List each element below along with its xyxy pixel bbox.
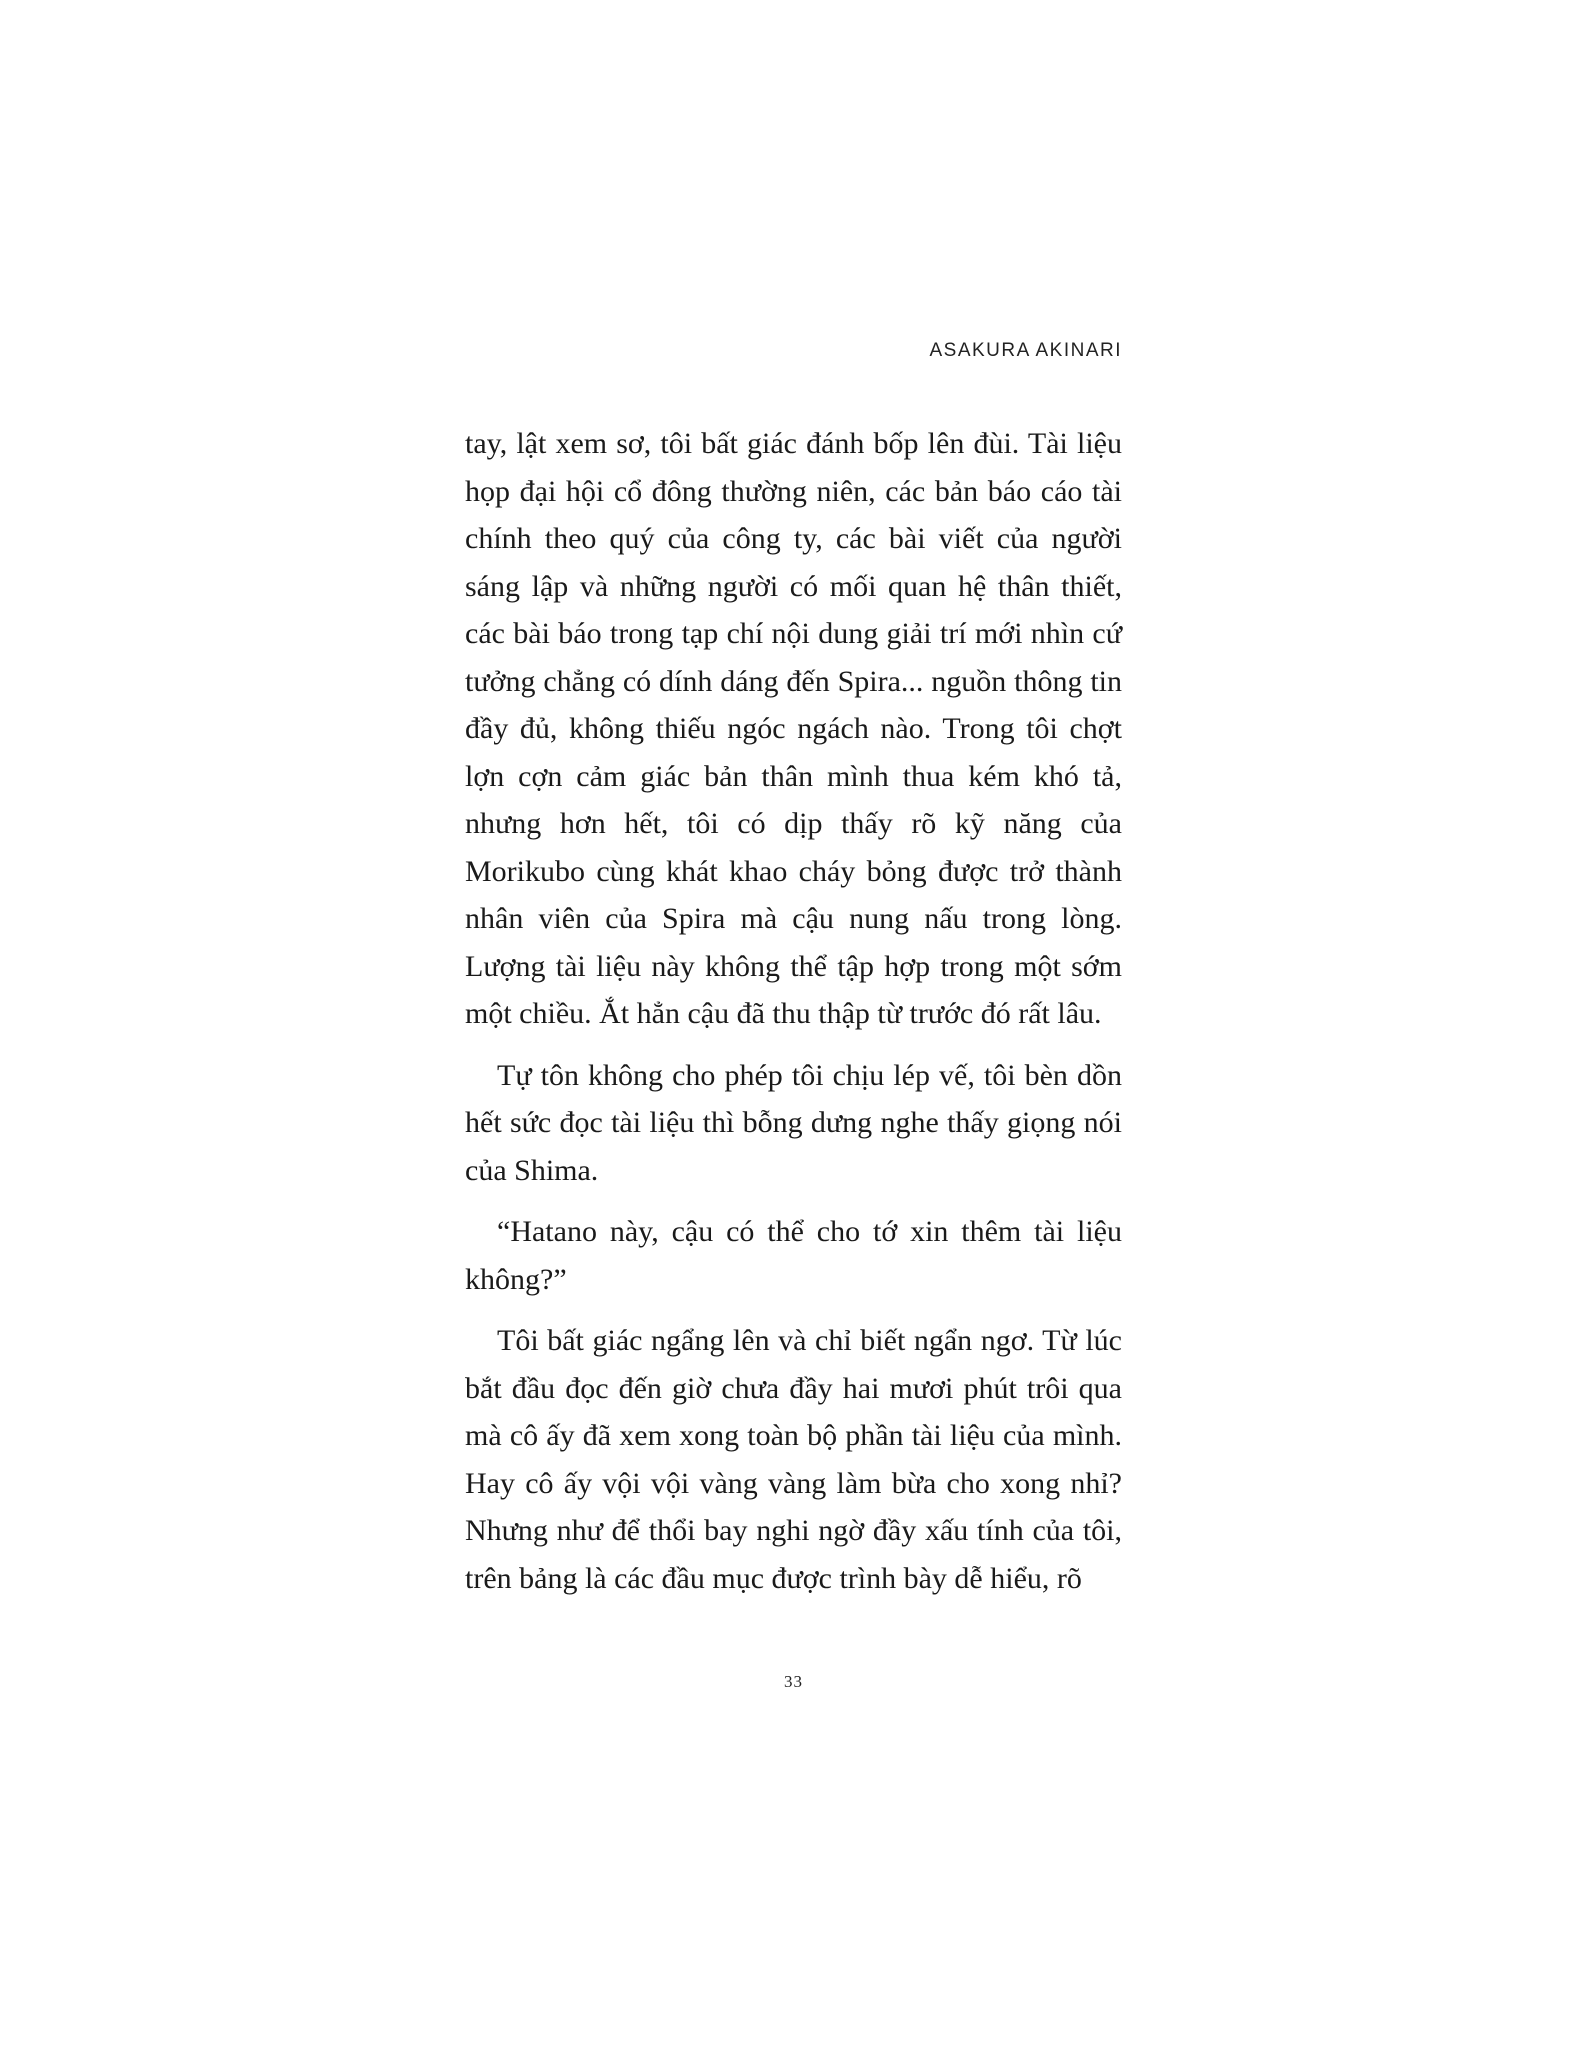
paragraph-3: “Hatano này, cậu có thể cho tớ xin thêm tài liệu không?” [465, 1215, 1122, 1296]
paragraph-2: Tự tôn không cho phép tôi chịu lép vế, tôi bèn dồn hết sức đọc tài liệu thì bỗng dưng nghe thấy giọng nói của Shima. [465, 1058, 1122, 1187]
body-text [465, 420, 1122, 1616]
paragraph-4: Tôi bất giác ngẩng lên và chỉ biết ngẩn ngơ. Từ lúc bắt đầu đọc đến giờ chưa đầy hai mươi phút trôi qua mà cô ấy đã xem xong toàn bộ phần tài liệu của mình. Hay cô ấy vội vội vàng vàng làm bừa cho xong nhỉ? Nhưng như để thổi bay nghi ngờ đầy xấu tính của tôi, trên bảng là các đầu mục được trình bày dễ hiểu, rõ [465, 1324, 1122, 1595]
page-number: 33 [784, 1672, 803, 1691]
paragraph-1: tay, lật xem sơ, tôi bất giác đánh bốp lên đùi. Tài liệu họp đại hội cổ đông thường niên, các bản báo cáo tài chính theo quý của công ty, các bài viết của người sáng lập và những người có mối quan hệ thân thiết, các bài báo trong tạp chí nội dung giải trí mới nhìn cứ tưởng chẳng có dính dáng đến Spira... nguồn thông tin đầy đủ, không thiếu ngóc ngách nào. Trong tôi chợt lợn cợn cảm giác bản thân mình thua kém khó tả, nhưng hơn hết, tôi có dịp thấy rõ kỹ năng của Morikubo cùng khát khao cháy bỏng được trở thành nhân viên của Spira mà cậu nung nấu trong lòng. Lượng tài liệu này không thể tập hợp trong một sớm một chiều. Ắt hẳn cậu đã thu thập từ trước đó rất lâu. [465, 427, 1122, 1030]
running-header-author: ASAKURA AKINARI [929, 340, 1122, 361]
